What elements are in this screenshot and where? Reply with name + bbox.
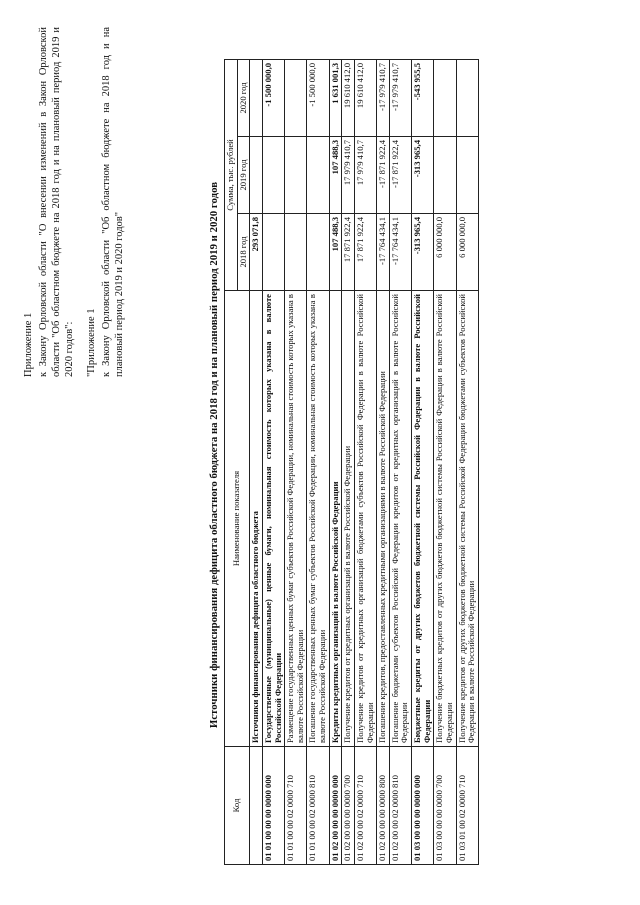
row-value-2019 — [456, 137, 478, 214]
row-value-2019 — [285, 137, 307, 214]
row-name: Источники финансирования дефицита областного бюджета — [250, 291, 263, 747]
row-value-2019: 17 979 410,7 — [354, 137, 376, 214]
row-value-2020: 19 610 412,0 — [354, 59, 376, 136]
row-name: Получение бюджетных кредитов от других бюджетов бюджетной системы Российской Федерации в валюте Российской Федерации — [434, 291, 456, 747]
row-name: Кредиты кредитных организаций в валюте Российской Федерации — [329, 291, 342, 747]
row-value-2020: 19 610 412,0 — [342, 59, 355, 136]
appendix-line2: к Закону Орловской области "О внесении изменений в Закон Орловской области "Об областном бюджете на 2018 год и на плановый период 2019 и 2020 годов": — [38, 27, 76, 377]
table-row — [285, 59, 307, 864]
table-row — [342, 59, 355, 864]
row-value-2020: -1 500 000,0 — [307, 59, 329, 136]
row-value-2018 — [307, 214, 329, 291]
row-value-2019: 17 979 410,7 — [342, 137, 355, 214]
row-value-2019 — [307, 137, 329, 214]
row-code: 01 02 00 00 00 0000 700 — [342, 747, 355, 865]
row-code: 01 01 00 00 02 0000 710 — [285, 747, 307, 865]
row-value-2018: 6 000 000,0 — [456, 214, 478, 291]
row-name: Погашение кредитов, предоставленных кредитными организациями в валюте Российской Федерации — [377, 291, 390, 747]
row-value-2019 — [434, 137, 456, 214]
row-code: 01 01 00 00 02 0000 810 — [307, 747, 329, 865]
row-value-2020: -1 500 000,0 — [262, 59, 284, 136]
row-code: 01 03 01 00 02 0000 710 — [456, 747, 478, 865]
appendix-line3: "Приложение 1 — [85, 308, 97, 377]
row-value-2019 — [250, 137, 263, 214]
row-value-2019: -313 965,4 — [412, 137, 434, 214]
row-value-2020: -543 955,5 — [412, 59, 434, 136]
row-value-2020 — [434, 59, 456, 136]
row-code: 01 03 00 00 00 0000 700 — [434, 747, 456, 865]
row-code: 01 02 00 00 00 0000 800 — [377, 747, 390, 865]
row-code: 01 02 00 00 02 0000 710 — [354, 747, 376, 865]
row-value-2020 — [285, 59, 307, 136]
row-value-2019: -17 871 922,4 — [389, 137, 411, 214]
row-value-2020 — [456, 59, 478, 136]
row-value-2018: 107 488,3 — [329, 214, 342, 291]
row-value-2020 — [250, 59, 263, 136]
row-name: Бюджетные кредиты от других бюджетов бюджетной системы Российской Федерации в валюте Российской Федерации — [412, 291, 434, 747]
row-value-2019: 107 488,3 — [329, 137, 342, 214]
row-name: Государственные (муниципальные) ценные бумаги, номинальная стоимость которых указана в валюте Российской Федерации — [262, 291, 284, 747]
row-name: Погашение государственных ценных бумаг субъектов Российской Федерации, номинальная стоимость которых указана в валюте Российской Федерации — [307, 291, 329, 747]
row-value-2018: 293 071,8 — [250, 214, 263, 291]
row-value-2019 — [262, 137, 284, 214]
row-value-2018: -17 764 434,1 — [389, 214, 411, 291]
row-code — [250, 747, 263, 865]
header-name: Наименование показателя — [225, 291, 250, 747]
table-row — [262, 59, 284, 864]
document-title: Источники финансирования дефицита областного бюджета на 2018 год и на плановый период 2019 и 2020 годов — [208, 181, 220, 729]
table-row — [329, 59, 342, 864]
table-row — [354, 59, 376, 864]
row-code: 01 01 00 00 00 0000 000 — [262, 747, 284, 865]
header-sum: Сумма, тыс. рублей — [225, 59, 238, 290]
row-name: Погашение бюджетами субъектов Российской Федерации кредитов от кредитных организаций в валюте Российской Федерации — [389, 291, 411, 747]
table-row — [434, 59, 456, 864]
row-name: Получение кредитов от других бюджетов бюджетной системы Российской Федерации бюджетами субъектов Российской Федерации в валюте Российской Федерации — [456, 291, 478, 747]
row-value-2018: 6 000 000,0 — [434, 214, 456, 291]
table-row — [307, 59, 329, 864]
table-row — [250, 59, 263, 864]
table-row — [377, 59, 390, 864]
row-code: 01 02 00 00 02 0000 810 — [389, 747, 411, 865]
header-2019: 2019 год — [237, 137, 250, 214]
header-2020: 2020 год — [237, 59, 250, 136]
appendix-line1: Приложение 1 — [23, 312, 34, 377]
row-name: Получение кредитов от кредитных организаций бюджетами субъектов Российской Федерации в валюте Российской Федерации — [354, 291, 376, 747]
row-value-2018: 17 871 922,4 — [354, 214, 376, 291]
table-row — [389, 59, 411, 864]
header-2018: 2018 год — [237, 214, 250, 291]
row-value-2018: -17 764 434,1 — [377, 214, 390, 291]
row-value-2020: -17 979 410,7 — [389, 59, 411, 136]
row-name: Получение кредитов от кредитных организаций в валюте Российской Федерации — [342, 291, 355, 747]
financing-table — [224, 59, 479, 865]
row-name: Размещение государственных ценных бумаг субъектов Российской Федерации, номинальная стоимость которых указана в валюте Российской Федерации — [285, 291, 307, 747]
row-value-2018: 17 871 922,4 — [342, 214, 355, 291]
table-row — [412, 59, 434, 864]
appendix-line4: к Закону Орловской области "Об областном бюджете на 2018 год и на плановый период 2019 и 2020 годов" — [100, 27, 125, 377]
row-value-2020: -17 979 410,7 — [377, 59, 390, 136]
row-value-2018: -313 965,4 — [412, 214, 434, 291]
appendix-block — [22, 27, 128, 377]
row-code: 01 02 00 00 00 0000 000 — [329, 747, 342, 865]
row-code: 01 03 00 00 00 0000 000 — [412, 747, 434, 865]
row-value-2019: -17 871 922,4 — [377, 137, 390, 214]
table-body — [250, 59, 479, 864]
row-value-2020: 1 631 001,3 — [329, 59, 342, 136]
header-code: Код — [225, 747, 250, 865]
table-row — [456, 59, 478, 864]
row-value-2018 — [285, 214, 307, 291]
row-value-2018 — [262, 214, 284, 291]
